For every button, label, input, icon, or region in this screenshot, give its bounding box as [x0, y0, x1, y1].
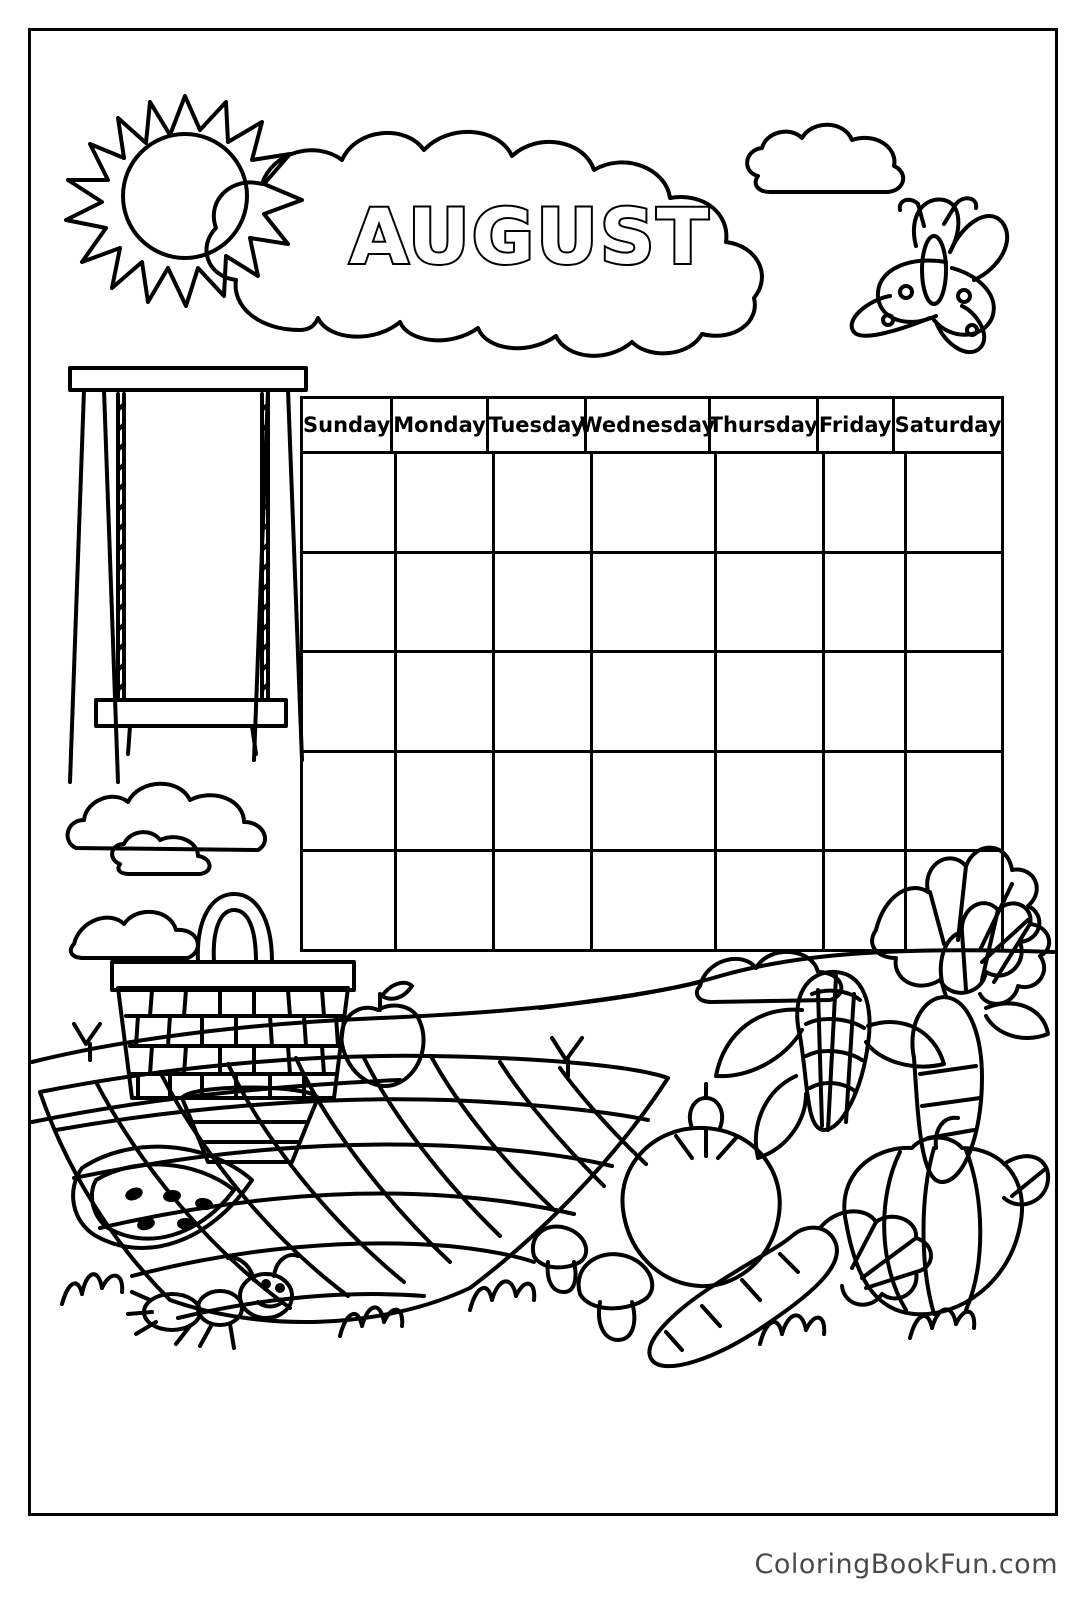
weekday-header-monday: Monday — [393, 399, 489, 451]
calendar-week-row — [303, 753, 1001, 853]
calendar-day-cell[interactable] — [717, 653, 825, 750]
calendar-day-cell[interactable] — [397, 852, 495, 949]
calendar-day-cell[interactable] — [717, 753, 825, 850]
calendar-day-cell[interactable] — [495, 653, 593, 750]
calendar-day-cell[interactable] — [825, 554, 907, 651]
calendar-header-row — [303, 399, 1001, 454]
calendar-day-cell[interactable] — [593, 653, 717, 750]
calendar-day-cell[interactable] — [717, 554, 825, 651]
page-title: AUGUST — [349, 192, 711, 281]
calendar-day-cell[interactable] — [593, 554, 717, 651]
calendar-day-cell[interactable] — [397, 653, 495, 750]
calendar-day-cell[interactable] — [495, 852, 593, 949]
calendar-day-cell[interactable] — [907, 653, 1001, 750]
calendar-week-row — [303, 454, 1001, 554]
calendar-day-cell[interactable] — [825, 852, 907, 949]
calendar-day-cell[interactable] — [397, 753, 495, 850]
calendar-day-cell[interactable] — [907, 852, 1001, 949]
calendar-grid — [300, 396, 1004, 952]
weekday-header-friday: Friday — [819, 399, 895, 451]
calendar-day-cell[interactable] — [593, 753, 717, 850]
weekday-header-tuesday: Tuesday — [489, 399, 587, 451]
site-watermark: ColoringBookFun.com — [754, 1549, 1058, 1580]
calendar-week-row — [303, 554, 1001, 654]
calendar-day-cell[interactable] — [907, 554, 1001, 651]
calendar-day-cell[interactable] — [825, 454, 907, 551]
calendar-day-cell[interactable] — [907, 753, 1001, 850]
calendar-body — [303, 454, 1001, 949]
calendar-day-cell[interactable] — [397, 454, 495, 551]
calendar-day-cell[interactable] — [303, 653, 397, 750]
calendar-day-cell[interactable] — [717, 454, 825, 551]
calendar-day-cell[interactable] — [495, 753, 593, 850]
weekday-header-wednesday: Wednesday — [587, 399, 711, 451]
calendar-week-row — [303, 852, 1001, 949]
calendar-day-cell[interactable] — [907, 454, 1001, 551]
calendar-day-cell[interactable] — [495, 554, 593, 651]
calendar-day-cell[interactable] — [303, 852, 397, 949]
calendar-day-cell[interactable] — [825, 753, 907, 850]
weekday-header-thursday: Thursday — [711, 399, 819, 451]
weekday-header-saturday: Saturday — [894, 413, 1002, 437]
calendar-day-cell[interactable] — [593, 454, 717, 551]
calendar-day-cell[interactable] — [397, 554, 495, 651]
calendar-day-cell[interactable] — [495, 454, 593, 551]
calendar-day-cell[interactable] — [303, 554, 397, 651]
calendar-day-cell[interactable] — [593, 852, 717, 949]
calendar-day-cell[interactable] — [303, 753, 397, 850]
calendar-day-cell[interactable] — [303, 454, 397, 551]
calendar-day-cell[interactable] — [825, 653, 907, 750]
calendar-day-cell[interactable] — [717, 852, 825, 949]
calendar-week-row — [303, 653, 1001, 753]
weekday-header-sunday: Sunday — [303, 399, 393, 451]
